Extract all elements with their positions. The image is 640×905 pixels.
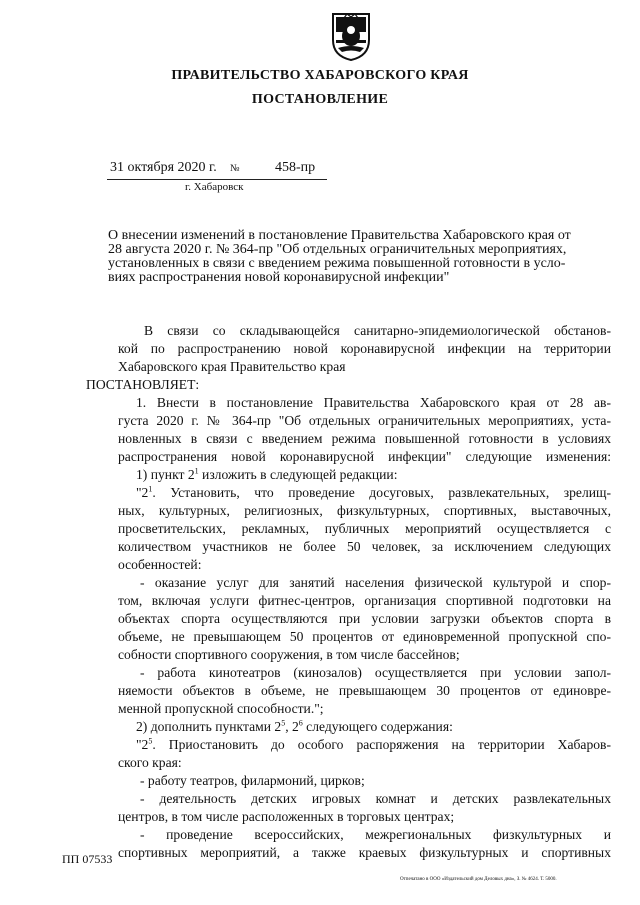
resolves-heading: ПОСТАНОВЛЯЕТ: (86, 377, 200, 392)
date-underline (107, 179, 327, 180)
quote-2-1: "$2^1$. Установить, что проведение досуговых, развлекательных, зрелищ- (136, 484, 611, 500)
body-line: кой по распространению новой коронавирусной инфекции на территории (118, 341, 611, 356)
body-line: спортивных мероприятий, а также краевых физкультурных и спортивных (118, 845, 611, 860)
body-line: ных, культурных, религиозных, физкультурных, спортивных, выставочных, (118, 503, 611, 518)
document-city: г. Хабаровск (185, 181, 244, 193)
body-line: ского края: (118, 755, 182, 770)
subitem-2: 2) дополнить пунктами $2^5$, $2^6$ следующего содержания: (136, 718, 453, 734)
body-line: новленных в связи с введением режима повышенной готовности в условиях (118, 431, 611, 446)
body-line: няемости объектов в объеме, не превышающем 30 процентов от единовре- (118, 683, 611, 698)
body-line: 1. Внести в постановление Правительства Хабаровского края от 28 ав- (136, 395, 611, 410)
body-line: особенностей: (118, 557, 202, 572)
government-title: ПРАВИТЕЛЬСТВО ХАБАРОВСКОГО КРАЯ (171, 68, 469, 83)
subject-line: 28 августа 2020 г. № 364-пр "Об отдельных ограничительных мероприятиях, (108, 242, 567, 257)
number-sign: № (230, 163, 240, 174)
body-line: том, включая услуги фитнес-центров, организация спортивной подготовки на (118, 593, 611, 608)
printer-note: Отпечатано в ООО «Издательский дом Деловых дна», З. № 4624. Т. 5000. (400, 877, 557, 882)
body-line: - работа кинотеатров (кинозалов) осуществляется при условии запол- (140, 665, 611, 680)
body-line: объектах спорта осуществляются при условии загрузки объектов спорта в (118, 611, 611, 626)
document-subject (108, 229, 611, 285)
body-line: густа 2020 г. № 364-пр "Об отдельных ограничительных мероприятиях, уста- (118, 413, 611, 428)
document-code: ПП 07533 (62, 852, 113, 866)
document-body (86, 322, 611, 862)
subject-line: виях распространения новой коронавирусной инфекции" (108, 270, 450, 285)
subitem-1: 1) пункт $2^1$ изложить в следующей редакции: (136, 466, 398, 482)
body-line: - деятельность детских игровых комнат и детских развлекательных (140, 791, 611, 806)
coat-of-arms-emblem (330, 10, 372, 62)
document-number: 458-пр (275, 160, 316, 175)
body-line: - проведение всероссийских, межрегиональных физкультурных и (140, 827, 611, 842)
subject-line: установленных в связи с введением режима повышенной готовности в усло- (108, 256, 566, 271)
body-line: объеме, не превышающем 50 процентов от единовременной пропускной спо- (118, 629, 611, 644)
body-line: центров, в том числе расположенных в торговых центрах; (118, 809, 455, 824)
body-line: Хабаровского края Правительство края (118, 359, 346, 374)
body-line: распространения новой коронавирусной инфекции" следующие изменения: (118, 449, 611, 464)
body-line: просветительских, рекламных, публичных мероприятий осуществляется с (118, 521, 611, 536)
body-line: менной пропускной способности."; (118, 701, 324, 716)
document-date: 31 октября 2020 г. (110, 160, 217, 175)
body-line: В связи со складывающейся санитарно-эпидемиологической обстанов- (144, 323, 611, 338)
body-line: - оказание услуг для занятий населения физической культурой и спор- (140, 575, 611, 590)
document-type: ПОСТАНОВЛЕНИЕ (251, 92, 389, 107)
subject-line: О внесении изменений в постановление Правительства Хабаровского края от (108, 228, 571, 243)
quote-2-5: "$2^5$. Приостановить до особого распоряжения на территории Хабаров- (136, 736, 611, 752)
body-line: количеством участников не более 50 человек, за исключением следующих (118, 539, 611, 554)
body-line: собности спортивного сооружения, в том числе бассейнов; (118, 647, 460, 662)
list-item: - работу театров, филармоний, цирков; (140, 773, 365, 788)
